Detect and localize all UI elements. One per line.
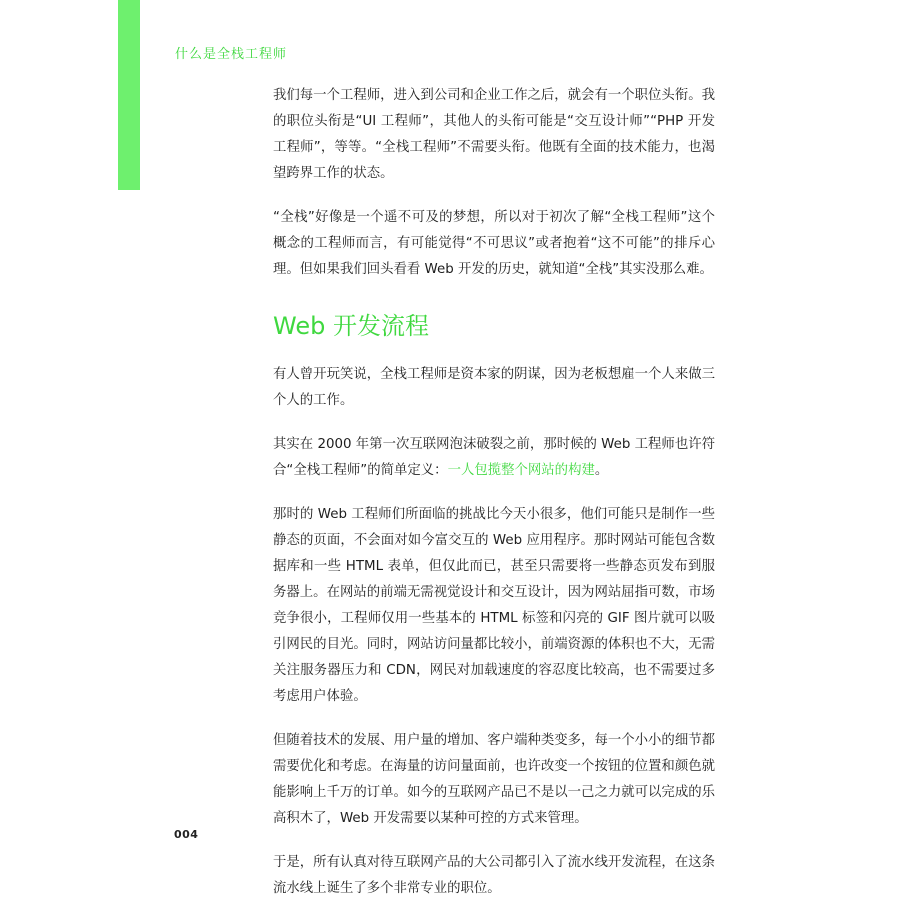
paragraph-section-5: 于是，所有认真对待互联网产品的大公司都引入了流水线开发流程，在这条流水线上诞生了多个非常专业的职位。 [273,855,715,896]
section-heading: Web 开发流程 [273,312,429,340]
running-head: 什么是全栈工程师 [175,47,288,62]
paragraph-section-3: 那时的 Web 工程师们所面临的挑战比今天小很多，他们可能只是制作一些静态的页面，不会面对如今富交互的 Web 应用程序。那时网站可能包含数据库和一些 HTML 表单，但仅此而已，甚至只需要将一些静态页发布到服务器上。在网站的前端无需视觉设计和交互设计，因为网站屈指可数，市场竞争很小，工程师仅用一些基本的 HTML 标签和闪亮的 GIF 图片就可以吸引网民的目光。同时，网站访问量都比较小，前端资源的体积也不大，无需关注服务器压力和 CDN，网民对加载速度的容忍度比较高，也不需要过多考虑用户体验。 [273,507,715,704]
paragraph-intro-2: “全栈”好像是一个遥不可及的梦想，所以对于初次了解“全栈工程师”这个概念的工程师而言，有可能觉得“不可思议”或者抱着“这不可能”的排斥心理。但如果我们回头看看 Web 开发的历史，就知道“全栈”其实没那么难。 [273,210,715,277]
body-text [273,83,715,900]
paragraph-section-2-prefix: 其实在 2000 年第一次互联网泡沫破裂之前，那时候的 Web 工程师也许符合“全栈工程师”的简单定义： [273,437,715,478]
paragraph-section-1: 有人曾开玩笑说，全栈工程师是资本家的阴谋，因为老板想雇一个人来做三个人的工作。 [273,367,715,408]
page-number: 004 [174,828,199,841]
paragraph-intro-1: 我们每一个工程师，进入到公司和企业工作之后，就会有一个职位头衔。我的职位头衔是“UI 工程师”，其他人的头衔可能是“交互设计师”“PHP 开发工程师”，等等。“全栈工程师”不需要头衔。他既有全面的技术能力，也渴望跨界工作的状态。 [273,88,715,181]
highlighted-definition: 一人包揽整个网站的构建 [447,463,595,478]
paragraph-section-2 [273,432,715,484]
chapter-tab-bar [118,0,140,190]
paragraph-section-2-suffix: 。 [594,463,609,478]
paragraph-section-4: 但随着技术的发展、用户量的增加、客户端种类变多，每一个小小的细节都需要优化和考虑。在海量的访问量面前，也许改变一个按钮的位置和颜色就能影响上千万的订单。如今的互联网产品已不是以一己之力就可以完成的乐高积木了，Web 开发需要以某种可控的方式来管理。 [273,733,715,826]
